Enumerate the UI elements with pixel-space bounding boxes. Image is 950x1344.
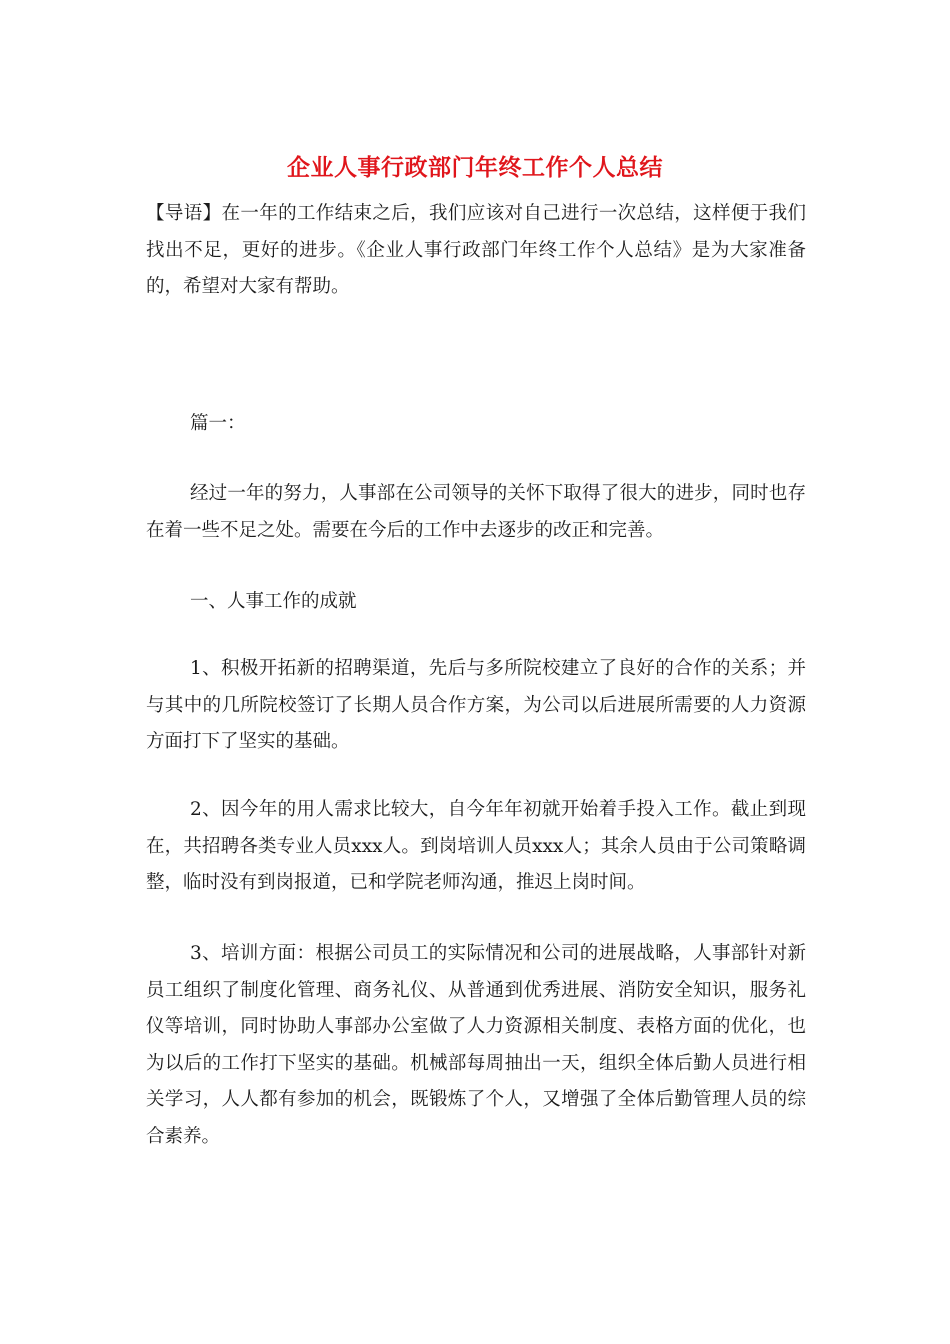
intro-paragraph: 【导语】在一年的工作结束之后，我们应该对自己进行一次总结，这样便于我们找出不足，更好的进步。《企业人事行政部门年终工作个人总结》是为大家准备的，希望对大家有帮助。 <box>146 203 806 297</box>
list-item: 1、积极开拓新的招聘渠道，先后与多所院校建立了良好的合作的关系；并与其中的几所院校签订了长期人员合作方案，为公司以后进展所需要的人力资源方面打下了坚实的基础。 <box>146 658 806 752</box>
section-label: 篇一： <box>190 413 246 434</box>
document-title: 企业人事行政部门年终工作个人总结 <box>287 154 663 181</box>
opening-paragraph: 经过一年的努力，人事部在公司领导的关怀下取得了很大的进步，同时也存在着一些不足之处。需要在今后的工作中去逐步的改正和完善。 <box>146 483 806 541</box>
section-heading: 一、人事工作的成就 <box>190 591 357 612</box>
list-item: 2、因今年的用人需求比较大，自今年年初就开始着手投入工作。截止到现在，共招聘各类专业人员xxx人。到岗培训人员xxx人；其余人员由于公司策略调整，临时没有到岗报道，已和学院老师沟通，推迟上岗时间。 <box>146 799 806 893</box>
list-item: 3、培训方面：根据公司员工的实际情况和公司的进展战略，人事部针对新员工组织了制度化管理、商务礼仪、从普通到优秀进展、消防安全知识，服务礼仪等培训，同时协助人事部办公室做了人力资源相关制度、表格方面的优化，也为以后的工作打下坚实的基础。机械部每周抽出一天，组织全体后勤人员进行相关学习，人人都有参加的机会，既锻炼了个人，又增强了全体后勤管理人员的综合素养。 <box>146 943 806 1147</box>
